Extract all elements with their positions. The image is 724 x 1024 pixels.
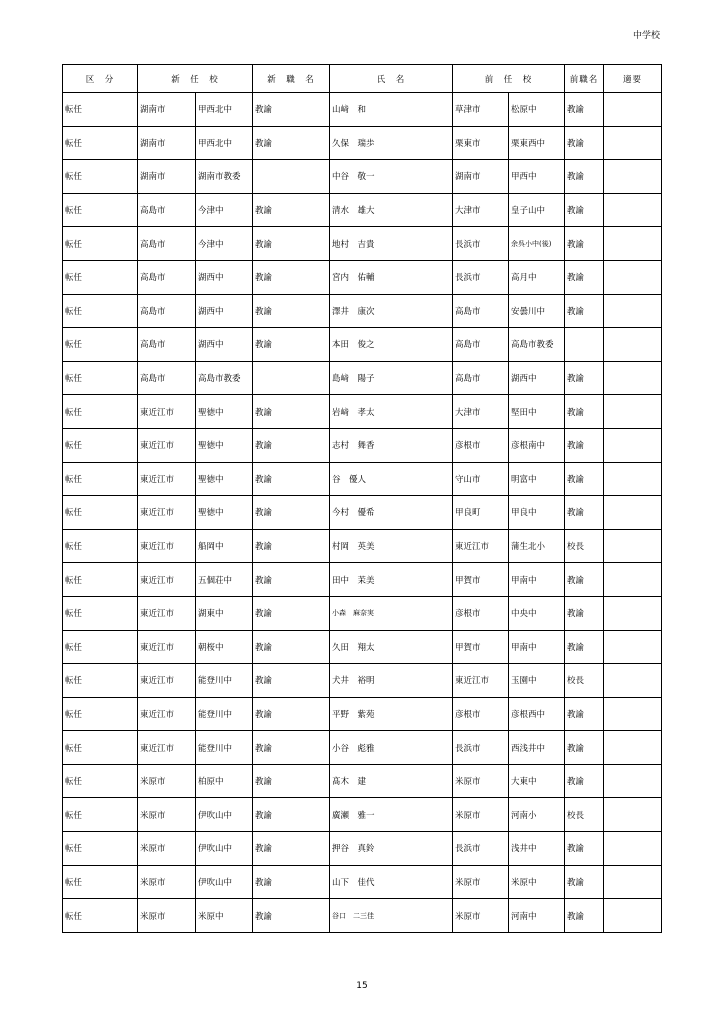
previous-city-cell: 彦根市 <box>453 697 509 731</box>
remarks-cell <box>604 697 662 731</box>
new-school-cell: 伊吹山中 <box>196 832 253 866</box>
category-cell: 転任 <box>63 395 138 429</box>
new-city-cell: 東近江市 <box>138 630 196 664</box>
previous-position-cell: 教諭 <box>565 260 604 294</box>
remarks-cell <box>604 731 662 765</box>
new-position-cell: 教諭 <box>253 731 330 765</box>
previous-city-cell: 守山市 <box>453 462 509 496</box>
new-city-cell: 米原市 <box>138 899 196 933</box>
previous-city-cell: 長浜市 <box>453 260 509 294</box>
new-position-cell: 教諭 <box>253 596 330 630</box>
previous-school-cell: 高島市教委 <box>509 328 565 362</box>
previous-school-cell: 明富中 <box>509 462 565 496</box>
name-cell: 清水 雄大 <box>330 193 453 227</box>
new-school-cell: 湖西中 <box>196 294 253 328</box>
new-city-cell: 米原市 <box>138 764 196 798</box>
new-position-cell: 教諭 <box>253 865 330 899</box>
name-cell: 押谷 真鈴 <box>330 832 453 866</box>
new-school-cell: 能登川中 <box>196 664 253 698</box>
previous-position-cell: 教諭 <box>565 428 604 462</box>
name-cell: 宮内 佑輔 <box>330 260 453 294</box>
header-new-position: 新 職 名 <box>253 65 330 93</box>
previous-city-cell: 湖南市 <box>453 160 509 194</box>
category-cell: 転任 <box>63 227 138 261</box>
category-cell: 転任 <box>63 630 138 664</box>
new-school-cell: 高島市教委 <box>196 361 253 395</box>
previous-position-cell: 教諭 <box>565 294 604 328</box>
category-cell: 転任 <box>63 798 138 832</box>
name-cell: 澤井 康次 <box>330 294 453 328</box>
table-row <box>63 227 662 261</box>
previous-school-cell: 安曇川中 <box>509 294 565 328</box>
category-cell: 転任 <box>63 260 138 294</box>
new-city-cell: 高島市 <box>138 193 196 227</box>
new-school-cell: 聖徳中 <box>196 496 253 530</box>
new-school-cell: 五個荘中 <box>196 563 253 597</box>
table-row <box>63 798 662 832</box>
previous-position-cell: 教諭 <box>565 227 604 261</box>
new-school-cell: 船岡中 <box>196 529 253 563</box>
category-cell: 転任 <box>63 93 138 127</box>
previous-city-cell: 彦根市 <box>453 596 509 630</box>
new-position-cell: 教諭 <box>253 664 330 698</box>
table-row <box>63 563 662 597</box>
previous-city-cell: 米原市 <box>453 764 509 798</box>
table-header-row <box>63 65 662 93</box>
new-school-cell: 能登川中 <box>196 731 253 765</box>
category-cell: 転任 <box>63 764 138 798</box>
table-row <box>63 630 662 664</box>
name-cell: 今村 優希 <box>330 496 453 530</box>
remarks-cell <box>604 899 662 933</box>
name-cell: 谷 優人 <box>330 462 453 496</box>
table-row <box>63 93 662 127</box>
category-cell: 転任 <box>63 126 138 160</box>
previous-city-cell: 大津市 <box>453 395 509 429</box>
previous-city-cell: 甲賀市 <box>453 563 509 597</box>
table-row <box>63 832 662 866</box>
new-position-cell: 教諭 <box>253 227 330 261</box>
new-city-cell: 湖南市 <box>138 160 196 194</box>
table-row <box>63 428 662 462</box>
new-city-cell: 東近江市 <box>138 462 196 496</box>
previous-position-cell: 教諭 <box>565 596 604 630</box>
remarks-cell <box>604 227 662 261</box>
previous-school-cell: 米原中 <box>509 865 565 899</box>
previous-city-cell: 米原市 <box>453 865 509 899</box>
category-cell: 転任 <box>63 462 138 496</box>
new-school-cell: 聖徳中 <box>196 428 253 462</box>
previous-school-cell: 彦根南中 <box>509 428 565 462</box>
previous-city-cell: 東近江市 <box>453 529 509 563</box>
new-position-cell: 教諭 <box>253 328 330 362</box>
personnel-table <box>62 64 662 933</box>
previous-city-cell: 栗東市 <box>453 126 509 160</box>
new-position-cell: 教諭 <box>253 93 330 127</box>
new-position-cell: 教諭 <box>253 294 330 328</box>
table-row <box>63 731 662 765</box>
previous-position-cell: 教諭 <box>565 697 604 731</box>
new-city-cell: 東近江市 <box>138 697 196 731</box>
name-cell: 小谷 彪雅 <box>330 731 453 765</box>
previous-school-cell: 彦根西中 <box>509 697 565 731</box>
new-position-cell: 教諭 <box>253 764 330 798</box>
previous-position-cell: 教諭 <box>565 865 604 899</box>
previous-city-cell: 甲良町 <box>453 496 509 530</box>
table-row <box>63 126 662 160</box>
header-new-school: 新 任 校 <box>138 65 253 93</box>
name-cell: 山下 佳代 <box>330 865 453 899</box>
new-city-cell: 米原市 <box>138 865 196 899</box>
previous-city-cell: 甲賀市 <box>453 630 509 664</box>
new-city-cell: 東近江市 <box>138 731 196 765</box>
new-school-cell: 柏原中 <box>196 764 253 798</box>
new-school-cell: 伊吹山中 <box>196 865 253 899</box>
previous-school-cell: 大東中 <box>509 764 565 798</box>
new-position-cell: 教諭 <box>253 697 330 731</box>
remarks-cell <box>604 160 662 194</box>
remarks-cell <box>604 630 662 664</box>
name-cell: 中谷 敬一 <box>330 160 453 194</box>
table-row <box>63 328 662 362</box>
previous-city-cell: 高島市 <box>453 361 509 395</box>
previous-school-cell: 甲良中 <box>509 496 565 530</box>
new-school-cell: 今津中 <box>196 227 253 261</box>
previous-city-cell: 彦根市 <box>453 428 509 462</box>
table-row <box>63 160 662 194</box>
name-cell: 犬井 裕明 <box>330 664 453 698</box>
previous-school-cell: 甲南中 <box>509 563 565 597</box>
category-cell: 転任 <box>63 865 138 899</box>
new-position-cell: 教諭 <box>253 529 330 563</box>
previous-city-cell: 草津市 <box>453 93 509 127</box>
table-row <box>63 697 662 731</box>
new-city-cell: 米原市 <box>138 832 196 866</box>
new-position-cell <box>253 361 330 395</box>
new-school-cell: 湖西中 <box>196 328 253 362</box>
new-position-cell: 教諭 <box>253 395 330 429</box>
previous-position-cell: 校長 <box>565 798 604 832</box>
new-position-cell: 教諭 <box>253 630 330 664</box>
table-row <box>63 260 662 294</box>
previous-school-cell: 河南小 <box>509 798 565 832</box>
table-row <box>63 596 662 630</box>
name-cell: 山﨑 和 <box>330 93 453 127</box>
category-cell: 転任 <box>63 529 138 563</box>
previous-position-cell: 教諭 <box>565 160 604 194</box>
previous-position-cell: 教諭 <box>565 93 604 127</box>
new-school-cell: 米原中 <box>196 899 253 933</box>
name-cell: 髙木 建 <box>330 764 453 798</box>
remarks-cell <box>604 563 662 597</box>
table-body <box>63 93 662 933</box>
new-school-cell: 甲西北中 <box>196 93 253 127</box>
category-cell: 転任 <box>63 428 138 462</box>
remarks-cell <box>604 529 662 563</box>
new-city-cell: 高島市 <box>138 227 196 261</box>
new-school-cell: 湖東中 <box>196 596 253 630</box>
new-city-cell: 東近江市 <box>138 428 196 462</box>
remarks-cell <box>604 462 662 496</box>
previous-school-cell: 甲西中 <box>509 160 565 194</box>
previous-school-cell: 湖西中 <box>509 361 565 395</box>
new-city-cell: 東近江市 <box>138 529 196 563</box>
previous-position-cell: 教諭 <box>565 832 604 866</box>
new-position-cell: 教諭 <box>253 496 330 530</box>
previous-school-cell: 皇子山中 <box>509 193 565 227</box>
previous-school-cell: 浅井中 <box>509 832 565 866</box>
name-cell: 地村 吉貴 <box>330 227 453 261</box>
previous-position-cell: 教諭 <box>565 395 604 429</box>
name-cell: 岩﨑 孝太 <box>330 395 453 429</box>
previous-school-cell: 河南中 <box>509 899 565 933</box>
category-cell: 転任 <box>63 697 138 731</box>
remarks-cell <box>604 260 662 294</box>
page-number: 15 <box>356 981 368 991</box>
new-position-cell: 教諭 <box>253 563 330 597</box>
category-cell: 転任 <box>63 294 138 328</box>
new-school-cell: 伊吹山中 <box>196 798 253 832</box>
new-school-cell: 聖徳中 <box>196 462 253 496</box>
previous-city-cell: 長浜市 <box>453 227 509 261</box>
header-name: 氏 名 <box>330 65 453 93</box>
new-city-cell: 東近江市 <box>138 395 196 429</box>
category-cell: 転任 <box>63 664 138 698</box>
new-city-cell: 高島市 <box>138 294 196 328</box>
category-cell: 転任 <box>63 832 138 866</box>
header-previous-school: 前 任 校 <box>453 65 565 93</box>
new-city-cell: 東近江市 <box>138 496 196 530</box>
table-row <box>63 294 662 328</box>
table-row <box>63 361 662 395</box>
new-position-cell: 教諭 <box>253 462 330 496</box>
name-cell: 本田 俊之 <box>330 328 453 362</box>
new-position-cell: 教諭 <box>253 428 330 462</box>
table-row <box>63 899 662 933</box>
table-row <box>63 764 662 798</box>
school-level-label: 中学校 <box>632 31 660 41</box>
new-city-cell: 東近江市 <box>138 596 196 630</box>
previous-position-cell: 教諭 <box>565 731 604 765</box>
header-remarks: 適要 <box>604 65 662 93</box>
name-cell: 志村 舞香 <box>330 428 453 462</box>
remarks-cell <box>604 496 662 530</box>
category-cell: 転任 <box>63 899 138 933</box>
remarks-cell <box>604 93 662 127</box>
previous-position-cell: 教諭 <box>565 563 604 597</box>
category-cell: 転任 <box>63 160 138 194</box>
previous-position-cell: 校長 <box>565 529 604 563</box>
new-city-cell: 東近江市 <box>138 563 196 597</box>
new-position-cell: 教諭 <box>253 260 330 294</box>
new-city-cell: 高島市 <box>138 260 196 294</box>
previous-city-cell: 東近江市 <box>453 664 509 698</box>
new-city-cell: 東近江市 <box>138 664 196 698</box>
remarks-cell <box>604 664 662 698</box>
previous-position-cell: 校長 <box>565 664 604 698</box>
new-city-cell: 湖南市 <box>138 126 196 160</box>
category-cell: 転任 <box>63 563 138 597</box>
previous-position-cell <box>565 328 604 362</box>
previous-school-cell: 松原中 <box>509 93 565 127</box>
new-position-cell: 教諭 <box>253 193 330 227</box>
new-position-cell <box>253 160 330 194</box>
header-category: 区 分 <box>63 65 138 93</box>
previous-city-cell: 長浜市 <box>453 731 509 765</box>
previous-position-cell: 教諭 <box>565 193 604 227</box>
previous-city-cell: 米原市 <box>453 899 509 933</box>
previous-school-cell: 甲南中 <box>509 630 565 664</box>
table-row <box>63 529 662 563</box>
previous-position-cell: 教諭 <box>565 899 604 933</box>
previous-position-cell: 教諭 <box>565 630 604 664</box>
remarks-cell <box>604 193 662 227</box>
new-school-cell: 湖西中 <box>196 260 253 294</box>
remarks-cell <box>604 294 662 328</box>
category-cell: 転任 <box>63 596 138 630</box>
new-city-cell: 米原市 <box>138 798 196 832</box>
header-previous-position: 前職名 <box>565 65 604 93</box>
name-cell: 島﨑 陽子 <box>330 361 453 395</box>
previous-position-cell: 教諭 <box>565 361 604 395</box>
previous-school-cell: 余呉小中(後) <box>509 227 565 261</box>
category-cell: 転任 <box>63 496 138 530</box>
new-school-cell: 今津中 <box>196 193 253 227</box>
category-cell: 転任 <box>63 193 138 227</box>
name-cell: 久田 翔太 <box>330 630 453 664</box>
previous-school-cell: 蒲生北小 <box>509 529 565 563</box>
remarks-cell <box>604 764 662 798</box>
table-row <box>63 395 662 429</box>
remarks-cell <box>604 395 662 429</box>
previous-school-cell: 西浅井中 <box>509 731 565 765</box>
category-cell: 転任 <box>63 328 138 362</box>
new-school-cell: 湖南市教委 <box>196 160 253 194</box>
name-cell: 小森 麻奈実 <box>330 596 453 630</box>
new-school-cell: 甲西北中 <box>196 126 253 160</box>
category-cell: 転任 <box>63 731 138 765</box>
table-row <box>63 664 662 698</box>
previous-school-cell: 高月中 <box>509 260 565 294</box>
remarks-cell <box>604 126 662 160</box>
new-position-cell: 教諭 <box>253 126 330 160</box>
remarks-cell <box>604 596 662 630</box>
new-city-cell: 高島市 <box>138 361 196 395</box>
remarks-cell <box>604 865 662 899</box>
previous-position-cell: 教諭 <box>565 126 604 160</box>
previous-position-cell: 教諭 <box>565 462 604 496</box>
new-school-cell: 聖徳中 <box>196 395 253 429</box>
new-school-cell: 能登川中 <box>196 697 253 731</box>
previous-city-cell: 高島市 <box>453 294 509 328</box>
new-position-cell: 教諭 <box>253 832 330 866</box>
previous-school-cell: 中央中 <box>509 596 565 630</box>
table-row <box>63 496 662 530</box>
new-city-cell: 湖南市 <box>138 93 196 127</box>
name-cell: 久保 瑞歩 <box>330 126 453 160</box>
table-row <box>63 193 662 227</box>
previous-school-cell: 玉園中 <box>509 664 565 698</box>
new-school-cell: 朝桜中 <box>196 630 253 664</box>
remarks-cell <box>604 798 662 832</box>
previous-city-cell: 大津市 <box>453 193 509 227</box>
name-cell: 平野 紫苑 <box>330 697 453 731</box>
table-row <box>63 462 662 496</box>
remarks-cell <box>604 328 662 362</box>
previous-city-cell: 長浜市 <box>453 832 509 866</box>
name-cell: 村岡 英美 <box>330 529 453 563</box>
previous-school-cell: 堅田中 <box>509 395 565 429</box>
remarks-cell <box>604 428 662 462</box>
previous-position-cell: 教諭 <box>565 764 604 798</box>
name-cell: 田中 茉美 <box>330 563 453 597</box>
name-cell: 廣瀬 雅一 <box>330 798 453 832</box>
remarks-cell <box>604 361 662 395</box>
previous-city-cell: 高島市 <box>453 328 509 362</box>
name-cell: 谷口 二三佳 <box>330 899 453 933</box>
remarks-cell <box>604 832 662 866</box>
previous-city-cell: 米原市 <box>453 798 509 832</box>
table-row <box>63 865 662 899</box>
new-position-cell: 教諭 <box>253 798 330 832</box>
new-position-cell: 教諭 <box>253 899 330 933</box>
new-city-cell: 高島市 <box>138 328 196 362</box>
previous-position-cell: 教諭 <box>565 496 604 530</box>
previous-school-cell: 栗東西中 <box>509 126 565 160</box>
category-cell: 転任 <box>63 361 138 395</box>
